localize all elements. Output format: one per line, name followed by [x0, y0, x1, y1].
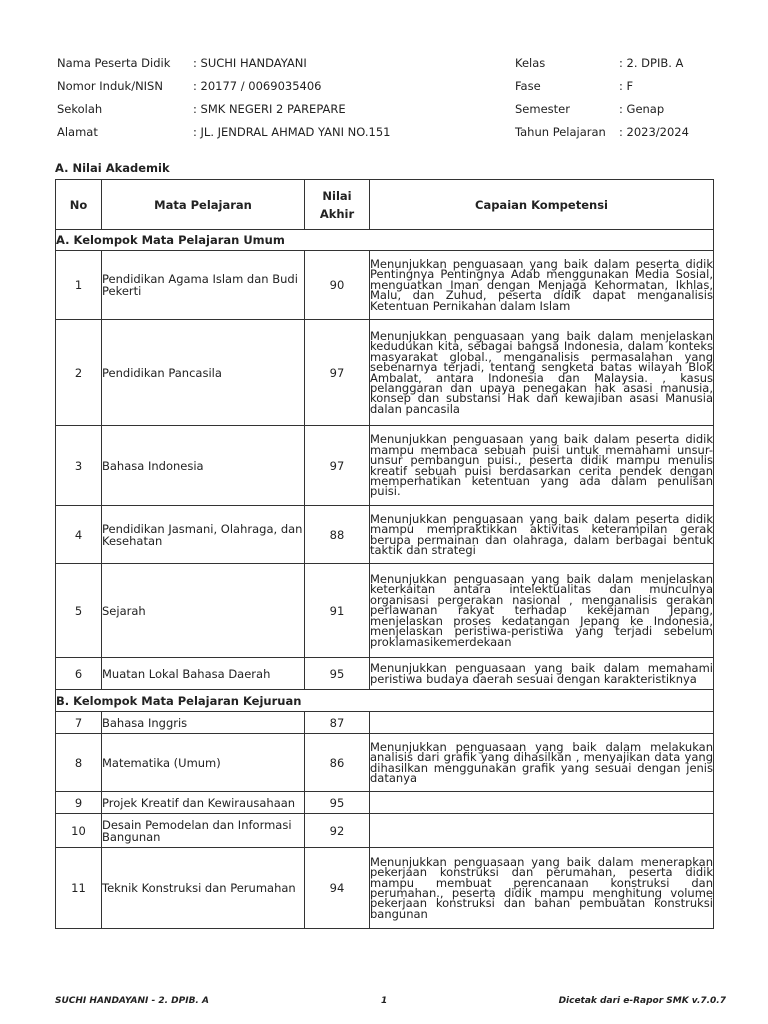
table-row: [56, 792, 714, 814]
info-row-nama: [57, 52, 390, 75]
header-mapel: Mata Pelajaran: [102, 180, 305, 230]
cell-mapel: Desain Pemodelan dan Informasi Bangunan: [102, 814, 305, 848]
cell-mapel: Bahasa Inggris: [102, 712, 305, 734]
cell-nilai: 95: [305, 792, 370, 814]
cell-mapel: Teknik Konstruksi dan Perumahan: [102, 848, 305, 929]
cell-mapel: Bahasa Indonesia: [102, 426, 305, 506]
cell-no: 2: [56, 320, 102, 426]
cell-capaian: Menunjukkan penguasaan yang baik dalam peserta didik mampu membaca sebuah puisi untuk memahami unsur-unsur pembangun puisi., peserta didik mampu menulis kreatif sebuah puisi berdasarkan cerita pendek dengan memperhatikan ketentuan yang ada dalam penulisan puisi.: [370, 426, 714, 506]
group-row-b: [56, 690, 714, 712]
cell-no: 1: [56, 251, 102, 320]
info-row-sekolah: [57, 98, 390, 121]
table-header-row: [56, 180, 714, 230]
cell-mapel: Matematika (Umum): [102, 734, 305, 792]
footer-page-number: 1: [381, 996, 388, 1006]
section-title: A. Nilai Akademik: [55, 161, 170, 175]
info-value: : SMK NEGERI 2 PAREPARE: [193, 102, 346, 116]
cell-capaian: [370, 814, 714, 848]
student-info-right: [515, 52, 689, 144]
cell-capaian: Menunjukkan penguasaan yang baik dalam memahami peristiwa budaya daerah sesuai dengan karakteristiknya: [370, 658, 714, 690]
table-row: [56, 734, 714, 792]
cell-nilai: 86: [305, 734, 370, 792]
cell-no: 11: [56, 848, 102, 929]
cell-no: 3: [56, 426, 102, 506]
table-row: [56, 712, 714, 734]
table-row: [56, 251, 714, 320]
info-label: Sekolah: [57, 102, 103, 116]
info-value: : 20177 / 0069035406: [193, 79, 322, 93]
cell-capaian: Menunjukkan penguasaan yang baik dalam menerapkan pekerjaan konstruksi dan perumahan, peserta didik mampu membuat perencanaan konstruksi dan perumahan., peserta didik mampu menghitung volume pekerjaan konstruksi dan bahan pembuatan konstruksi bangunan: [370, 848, 714, 929]
header-capaian: Capaian Kompetensi: [370, 180, 714, 230]
student-info-left: [57, 52, 390, 144]
cell-capaian: Menunjukkan penguasaan yang baik dalam menjelaskan kedudukan kita, sebagai bangsa Indonesia, dalam konteks masyarakat global., menganalisis permasalahan yang sebenarnya terjadi, tentang sengketa batas wilayah Blok Ambalat, antara Indonesia dan Malaysia. , kasus pelanggaran dan upaya penegakan hak asasi manusia, konsep dan substansi Hak dan kewajiban asasi Manusia dalan pancasila: [370, 320, 714, 426]
info-label: Nomor Induk/NISN: [57, 79, 163, 93]
cell-capaian: [370, 792, 714, 814]
info-row-alamat: [57, 121, 390, 144]
nilai-akademik-table: [55, 179, 714, 929]
group-b-label: B. Kelompok Mata Pelajaran Kejuruan: [56, 690, 714, 712]
info-value: : F: [619, 79, 634, 93]
info-label: Semester: [515, 102, 570, 116]
table-row: [56, 848, 714, 929]
cell-no: 9: [56, 792, 102, 814]
info-value: : 2. DPIB. A: [619, 56, 684, 70]
cell-mapel: Sejarah: [102, 564, 305, 658]
table-row: [56, 426, 714, 506]
cell-no: 4: [56, 506, 102, 564]
cell-capaian: Menunjukkan penguasaan yang baik dalam menjelaskan keterkaitan antara intelektualitas dan munculnya organisasi pergerakan nasional , menganalisis gerakan perlawanan rakyat terhadap kekejaman Jepang, menjelaskan proses kedatangan Jepang ke Indonesia, menjelaskan peristiwa-peristiwa yang terjadi sebelum proklamasikemerdekaan: [370, 564, 714, 658]
info-row-nisn: [57, 75, 390, 98]
info-value: : Genap: [619, 102, 665, 116]
header-nilai-line2: Akhir: [319, 206, 355, 221]
cell-capaian: Menunjukkan penguasaan yang baik dalam melakukan analisis dari grafik yang dihasilkan , menyajikan data yang dihasilkan menggunakan grafik yang sesuai dengan jenis datanya: [370, 734, 714, 792]
cell-capaian: Menunjukkan penguasaan yang baik dalam peserta didik mampu mempraktikkan aktivitas keterampilan gerak berupa permainan dan olahraga, dalam berbagai bentuk taktik dan strategi: [370, 506, 714, 564]
cell-mapel: Pendidikan Jasmani, Olahraga, dan Kesehatan: [102, 506, 305, 564]
table-row: [56, 564, 714, 658]
info-label: Tahun Pelajaran: [515, 125, 606, 139]
table-row: [56, 814, 714, 848]
info-label: Fase: [515, 79, 541, 93]
cell-no: 6: [56, 658, 102, 690]
cell-nilai: 95: [305, 658, 370, 690]
cell-nilai: 87: [305, 712, 370, 734]
info-label: Nama Peserta Didik: [57, 56, 171, 70]
cell-capaian: [370, 712, 714, 734]
cell-nilai: 94: [305, 848, 370, 929]
cell-nilai: 90: [305, 251, 370, 320]
info-value: : SUCHI HANDAYANI: [193, 56, 307, 70]
group-a-label: A. Kelompok Mata Pelajaran Umum: [56, 230, 714, 251]
info-row-fase: [515, 75, 689, 98]
cell-nilai: 97: [305, 320, 370, 426]
table-row: [56, 658, 714, 690]
info-row-tahun: [515, 121, 689, 144]
table-row: [56, 506, 714, 564]
cell-capaian: Menunjukkan penguasaan yang baik dalam peserta didik Pentingnya Pentingnya Adab menggunakan Media Sosial, menguatkan Iman dengan Menjaga Kehormatan, Ikhlas, Malu, dan Zuhud, peserta didik dapat menganalisis Ketentuan Pernikahan dalam Islam: [370, 251, 714, 320]
table-row: [56, 320, 714, 426]
info-row-semester: [515, 98, 689, 121]
group-row-a: [56, 230, 714, 251]
info-value: : 2023/2024: [619, 125, 689, 139]
cell-mapel: Muatan Lokal Bahasa Daerah: [102, 658, 305, 690]
info-label: Kelas: [515, 56, 546, 70]
cell-nilai: 91: [305, 564, 370, 658]
cell-mapel: Pendidikan Agama Islam dan Budi Pekerti: [102, 251, 305, 320]
info-row-kelas: [515, 52, 689, 75]
cell-no: 8: [56, 734, 102, 792]
cell-no: 7: [56, 712, 102, 734]
info-value: : JL. JENDRAL AHMAD YANI NO.151: [193, 125, 391, 139]
info-label: Alamat: [57, 125, 98, 139]
header-nilai: [305, 180, 370, 230]
cell-nilai: 97: [305, 426, 370, 506]
cell-nilai: 92: [305, 814, 370, 848]
footer-printed-from: Dicetak dari e-Rapor SMK v.7.0.7: [558, 996, 726, 1006]
cell-no: 10: [56, 814, 102, 848]
cell-no: 5: [56, 564, 102, 658]
footer-student: SUCHI HANDAYANI - 2. DPIB. A: [55, 996, 209, 1006]
cell-mapel: Projek Kreatif dan Kewirausahaan: [102, 792, 305, 814]
cell-mapel: Pendidikan Pancasila: [102, 320, 305, 426]
header-nilai-line1: Nilai: [322, 188, 352, 203]
cell-nilai: 88: [305, 506, 370, 564]
header-no: No: [56, 180, 102, 230]
